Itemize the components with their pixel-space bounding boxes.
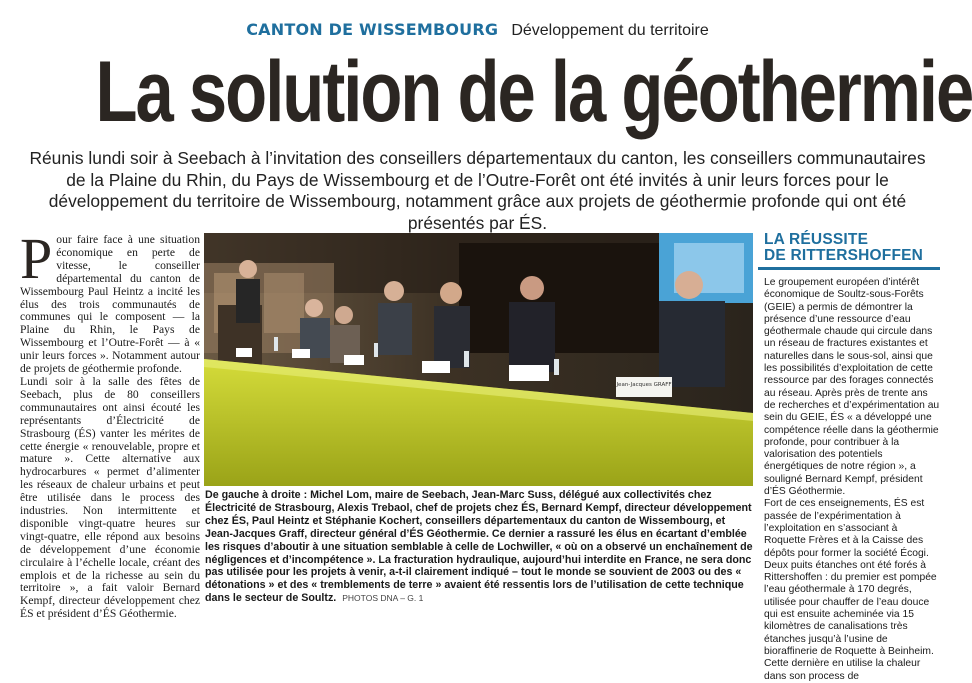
- sidebar-paragraph-1: Le groupement européen d’intérêt économique de Soultz-sous-Forêts (GEIE) a permis de démontrer la présence d’une ressource d’eau géothermale chaude qui circule dans un réseau de fractures existantes et naturelles dans le sous-sol, ainsi que les possibilités d’exploitation de cette ressource par des forages connectés au réseau. Après près de trente ans de recherches et d’expérimentation au sein du GEIE, ÉS « a développé une compétence réelle dans la géothermie profonde, pour contribuer à la valorisation des potentiels énergétiques de notre région », a souligné Bernard Kempf, président d’ÉS Géothermie.: [764, 277, 940, 498]
- article-column: [20, 226, 200, 621]
- photo-caption: [205, 489, 753, 605]
- section-kicker: [0, 20, 955, 40]
- sidebar-title: [758, 232, 940, 270]
- sidebar-body: [758, 277, 940, 683]
- sidebar-box: [758, 232, 940, 683]
- article-paragraph-2: Lundi soir à la salle des fêtes de Seebach, plus de 80 conseillers communautaires ont ainsi écouté les représentants d’Électricité de Strasbourg (ÉS) vanter les mérites de cette énergie « renouvelable, propre et mature ». Cette alternative aux hydrocarbures « permet d’alimenter les réseaux de chaleur urbains et peut être utilisée dans le process des industries. Non intermittente et disponible vingt-quatre heures sur vingt-quatre, elle répond aux besoins de développement d’une économie circulaire à l’échelle locale, créant des emplois et de la richesse au sein du territoire », a fait valoir Bernard Kempf, directeur développement chez ÉS et président d’ÉS Géothermie.: [20, 374, 200, 621]
- lead-paragraph: Réunis lundi soir à Seebach à l’invitation des conseillers départementaux du canton, les conseillers communautaires de la Plaine du Rhin, du Pays de Wissembourg et de l’Outre-Forêt ont été invités à unir leurs forces pour le développement du territoire de Wissembourg, notamment grâce aux projets de géothermie profonde qui ont été présentés par ÉS.: [29, 148, 926, 233]
- drop-cap: P: [20, 226, 53, 291]
- photo-credit: PHOTOS DNA – G. 1: [342, 593, 424, 604]
- placard-name: Jean-Jacques GRAFF: [616, 382, 672, 388]
- kicker-rubrique: Développement du territoire: [511, 22, 709, 39]
- caption-text: De gauche à droite : Michel Lom, maire de Seebach, Jean-Marc Suss, délégué aux collectivités chez Électricité de Strasbourg, Alexis Trebaol, chef de projets chez ÉS, Bernard Kempf, directeur développement chez ÉS, Paul Heintz et Stéphanie Kochert, conseillers départementaux du canton de Wissembourg, et Jean-Jacques Graff, directeur général d’ÉS Géothermie. Ce dernier a rassuré les élus en écartant d’emblée les risques d’aboutir à une situation semblable à celle de Lochwiller, « où on a observé un enchaînement de négligences et d’incompétence ». La fracturation hydraulique, aujourd’hui interdite en France, ne sera donc pas utilisée pour les projets à venir, a-t-il clairement indiqué – tout le monde se souvient de 2003 ou des « détonations » et des « tremblements de terre » avaient été ressentis lors de l’utilisation de cette technique dans le secteur de Soultz.: [205, 489, 753, 605]
- kicker-canton: CANTON DE WISSEMBOURG: [246, 20, 499, 39]
- sidebar-title-line2: DE RITTERSHOFFEN: [764, 247, 924, 264]
- sidebar-title-line1: LA RÉUSSITE: [764, 231, 869, 248]
- article-paragraph-1: our faire face à une situation économique en perte de vitesse, le conseiller départemental du canton de Wissembourg Paul Heintz a incité les élus des trois communautés de communes qui le composent — la Plaine du Rhin, le Pays de Wissembourg et l’Outre-Forêt — à « unir leurs forces ». Notamment autour de projets de géothermie profonde.: [20, 233, 200, 376]
- sidebar-paragraph-2: Fort de ces enseignements, ÉS est passée de l’expérimentation à l’exploitation en s’associant à Roquette Frères et à la Caisse des dépôts pour former la société Écogi. Deux puits étanches ont été forés à Rittershoffen : du premier est pompée l’eau géothermale à 170 degrés, utilisée pour chauffer de l’eau douce qui est ensuite acheminée via 15 kilomètres de canalisations très étanches jusqu’à l’usine de bioraffinerie de Roquette à Beinheim. Cette dernière en utilise la chaleur dans son process de: [764, 498, 937, 682]
- headline: La solution de la géothermie: [95, 44, 972, 140]
- photo-illustration: [204, 233, 753, 486]
- event-photo: [204, 233, 753, 486]
